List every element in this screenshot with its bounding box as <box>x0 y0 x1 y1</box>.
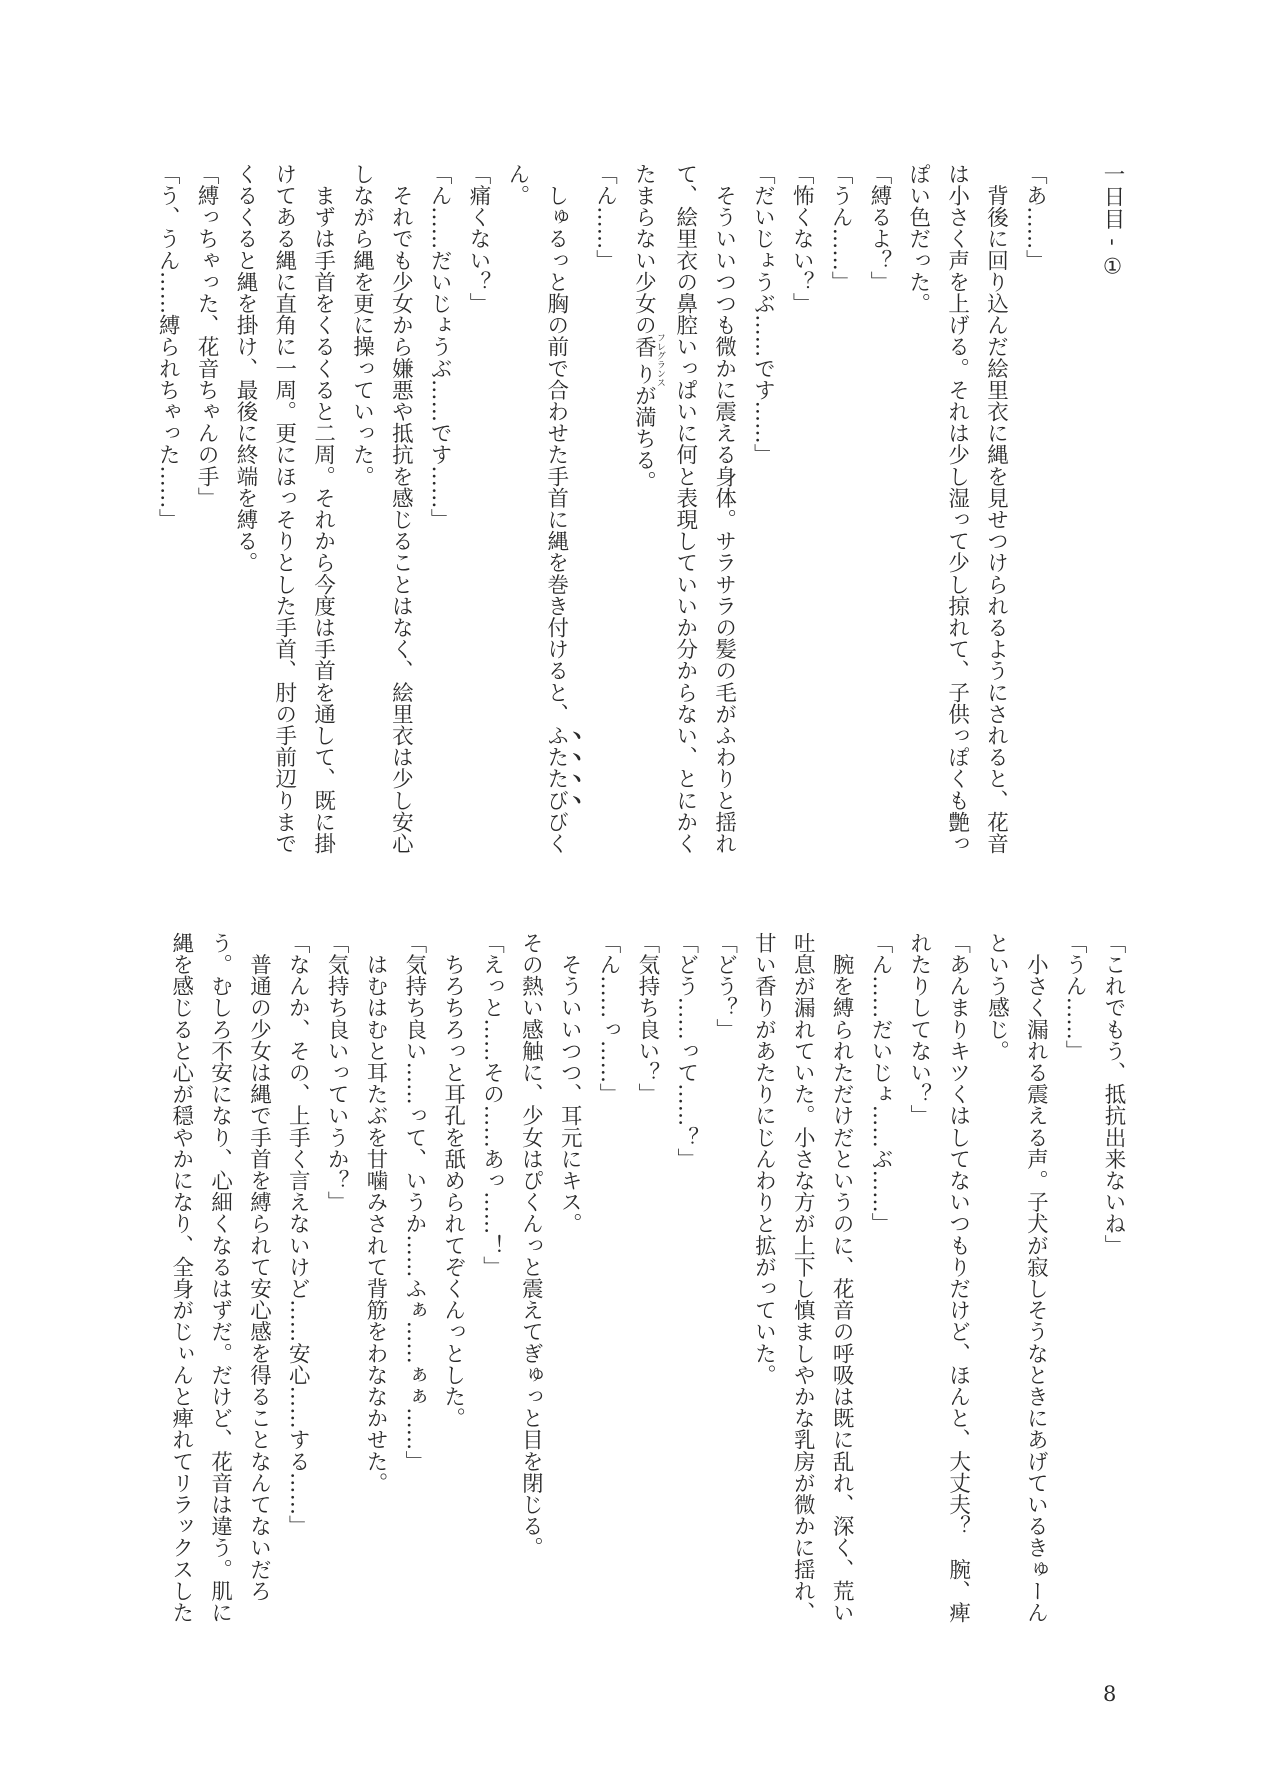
text-block-top <box>147 163 1131 855</box>
emphasis-text: ふたたび <box>543 724 569 812</box>
text-column: そういいつつも微かに震える身体。サラサラの髪の毛がふわりと揺れ <box>711 163 737 855</box>
text-column: 「あんまりキツくはしてないつもりだけど、ほんと、大丈夫？ 腕、痺 <box>945 932 971 1624</box>
text-column: 吐息が漏れていた。小さな方が上下し慎ましやかな乳房が微かに揺れ、 <box>790 932 816 1624</box>
text-column: はむはむと耳たぶを甘噛みされて背筋をわななかせた。 <box>362 932 388 1494</box>
text-column: しゅるっと胸の前で合わせた手首に縄を巻き付けると、ふたたびびく <box>543 163 569 855</box>
text-column: 縄を感じると心が穏やかになり、全身がじぃんと痺れてリラックスした <box>168 932 194 1624</box>
text-column: 「縛っちゃった、花音ちゃんの手」 <box>194 163 220 509</box>
text-column: 「あ……」 <box>1022 163 1048 271</box>
text-column: その熱い感触に、少女はぴくんっと震えてぎゅっと目を閉じる。 <box>518 932 544 1559</box>
text-column: けてある縄に直角に一周。更にほっそりとした手首、肘の手前辺りまで <box>271 163 297 855</box>
text-column: 「怖くない？」 <box>789 163 815 315</box>
text-column: 「うん……」 <box>1062 932 1088 1062</box>
text-column: ん。 <box>504 163 530 207</box>
text-column: 甘い香りがあたりにじんわりと拡がっていた。 <box>751 932 777 1386</box>
text-column: 「縛るよ？」 <box>866 163 892 293</box>
page-number: 8 <box>1103 1682 1117 1706</box>
text-column: 「えっと……その……あっ……！」 <box>479 932 505 1278</box>
text-column: 背後に回り込んだ絵里衣に縄を見せつけられるようにされると、花音 <box>983 163 1009 855</box>
text-column: 「痛くない？」 <box>466 163 491 315</box>
text-column: 普通の少女は縄で手首を縛られて安心感を得ることなんてないだろ <box>246 932 272 1602</box>
text-column: れたりしてない？」 <box>906 932 932 1127</box>
text-column: ぽい色だった。 <box>905 163 931 315</box>
text-column: ちろちろっと耳孔を舐められてぞくんっとした。 <box>440 932 466 1429</box>
text-block-bottom <box>161 932 1132 1624</box>
ruby-text: 香りフレグランス <box>631 333 665 388</box>
text-column: 「だいじょうぶ……です……」 <box>750 163 776 466</box>
text-column: 「うん……」 <box>828 163 854 293</box>
text-column: 「気持ち良いっていうか？」 <box>324 932 350 1213</box>
text-column: 「気持ち良い？」 <box>634 932 660 1105</box>
text-column: て、絵里衣の鼻腔いっぱいに何と表現していいか分からない、とにかく <box>672 163 698 855</box>
text-column: 「ん……だいじょ……ぶ……」 <box>867 932 893 1235</box>
text-column: そういいつつ、耳元にキス。 <box>557 932 583 1235</box>
text-column: 「どう？」 <box>712 932 738 1040</box>
text-column: 「気持ち良い……って、いうか……ふぁ……ぁぁ……」 <box>401 932 427 1472</box>
text-column: 「これでもう、抵抗出来ないね」 <box>1101 932 1126 1256</box>
text-column: まずは手首をくるくると二周。それから今度は手首を通して、既に掛 <box>310 163 336 855</box>
chapter-title: 一日目 - ① <box>1100 163 1125 281</box>
text-column: 「どう……って……？」 <box>673 932 699 1170</box>
text-column: という感じ。 <box>984 932 1010 1062</box>
text-column: は小さく声を上げる。それは少し湿って少し掠れて、子供っぽくも艶っ <box>944 163 970 855</box>
text-column: たまらない少女の香りフレグランスが満ちる。 <box>631 163 665 493</box>
text-column: 「なんか、その、上手く言えないけど……安心……する……」 <box>285 932 311 1537</box>
text-column: くるくると縄を掛け、最後に終端を縛る。 <box>232 163 258 574</box>
text-column: 「ん……っ……」 <box>596 932 622 1105</box>
text-column: 「う、うん……縛られちゃった……」 <box>155 163 181 531</box>
text-column: しながら縄を更に操っていった。 <box>349 163 375 487</box>
text-column: 「ん……だいじょうぶ……です……」 <box>427 163 453 531</box>
text-column: 腕を縛られただけだというのに、花音の呼吸は既に乱れ、深く、荒い <box>829 932 855 1624</box>
text-column: 小さく漏れる震える声。子犬が寂しそうなときにあげているきゅーん <box>1023 932 1049 1624</box>
text-column: それでも少女から嫌悪や抵抗を感じることはなく、絵里衣は少し安心 <box>388 163 414 855</box>
text-column: う。むしろ不安になり、心細くなるはずだ。だけど、花音は違う。肌に <box>207 932 233 1624</box>
text-column: 「ん……」 <box>592 163 618 271</box>
